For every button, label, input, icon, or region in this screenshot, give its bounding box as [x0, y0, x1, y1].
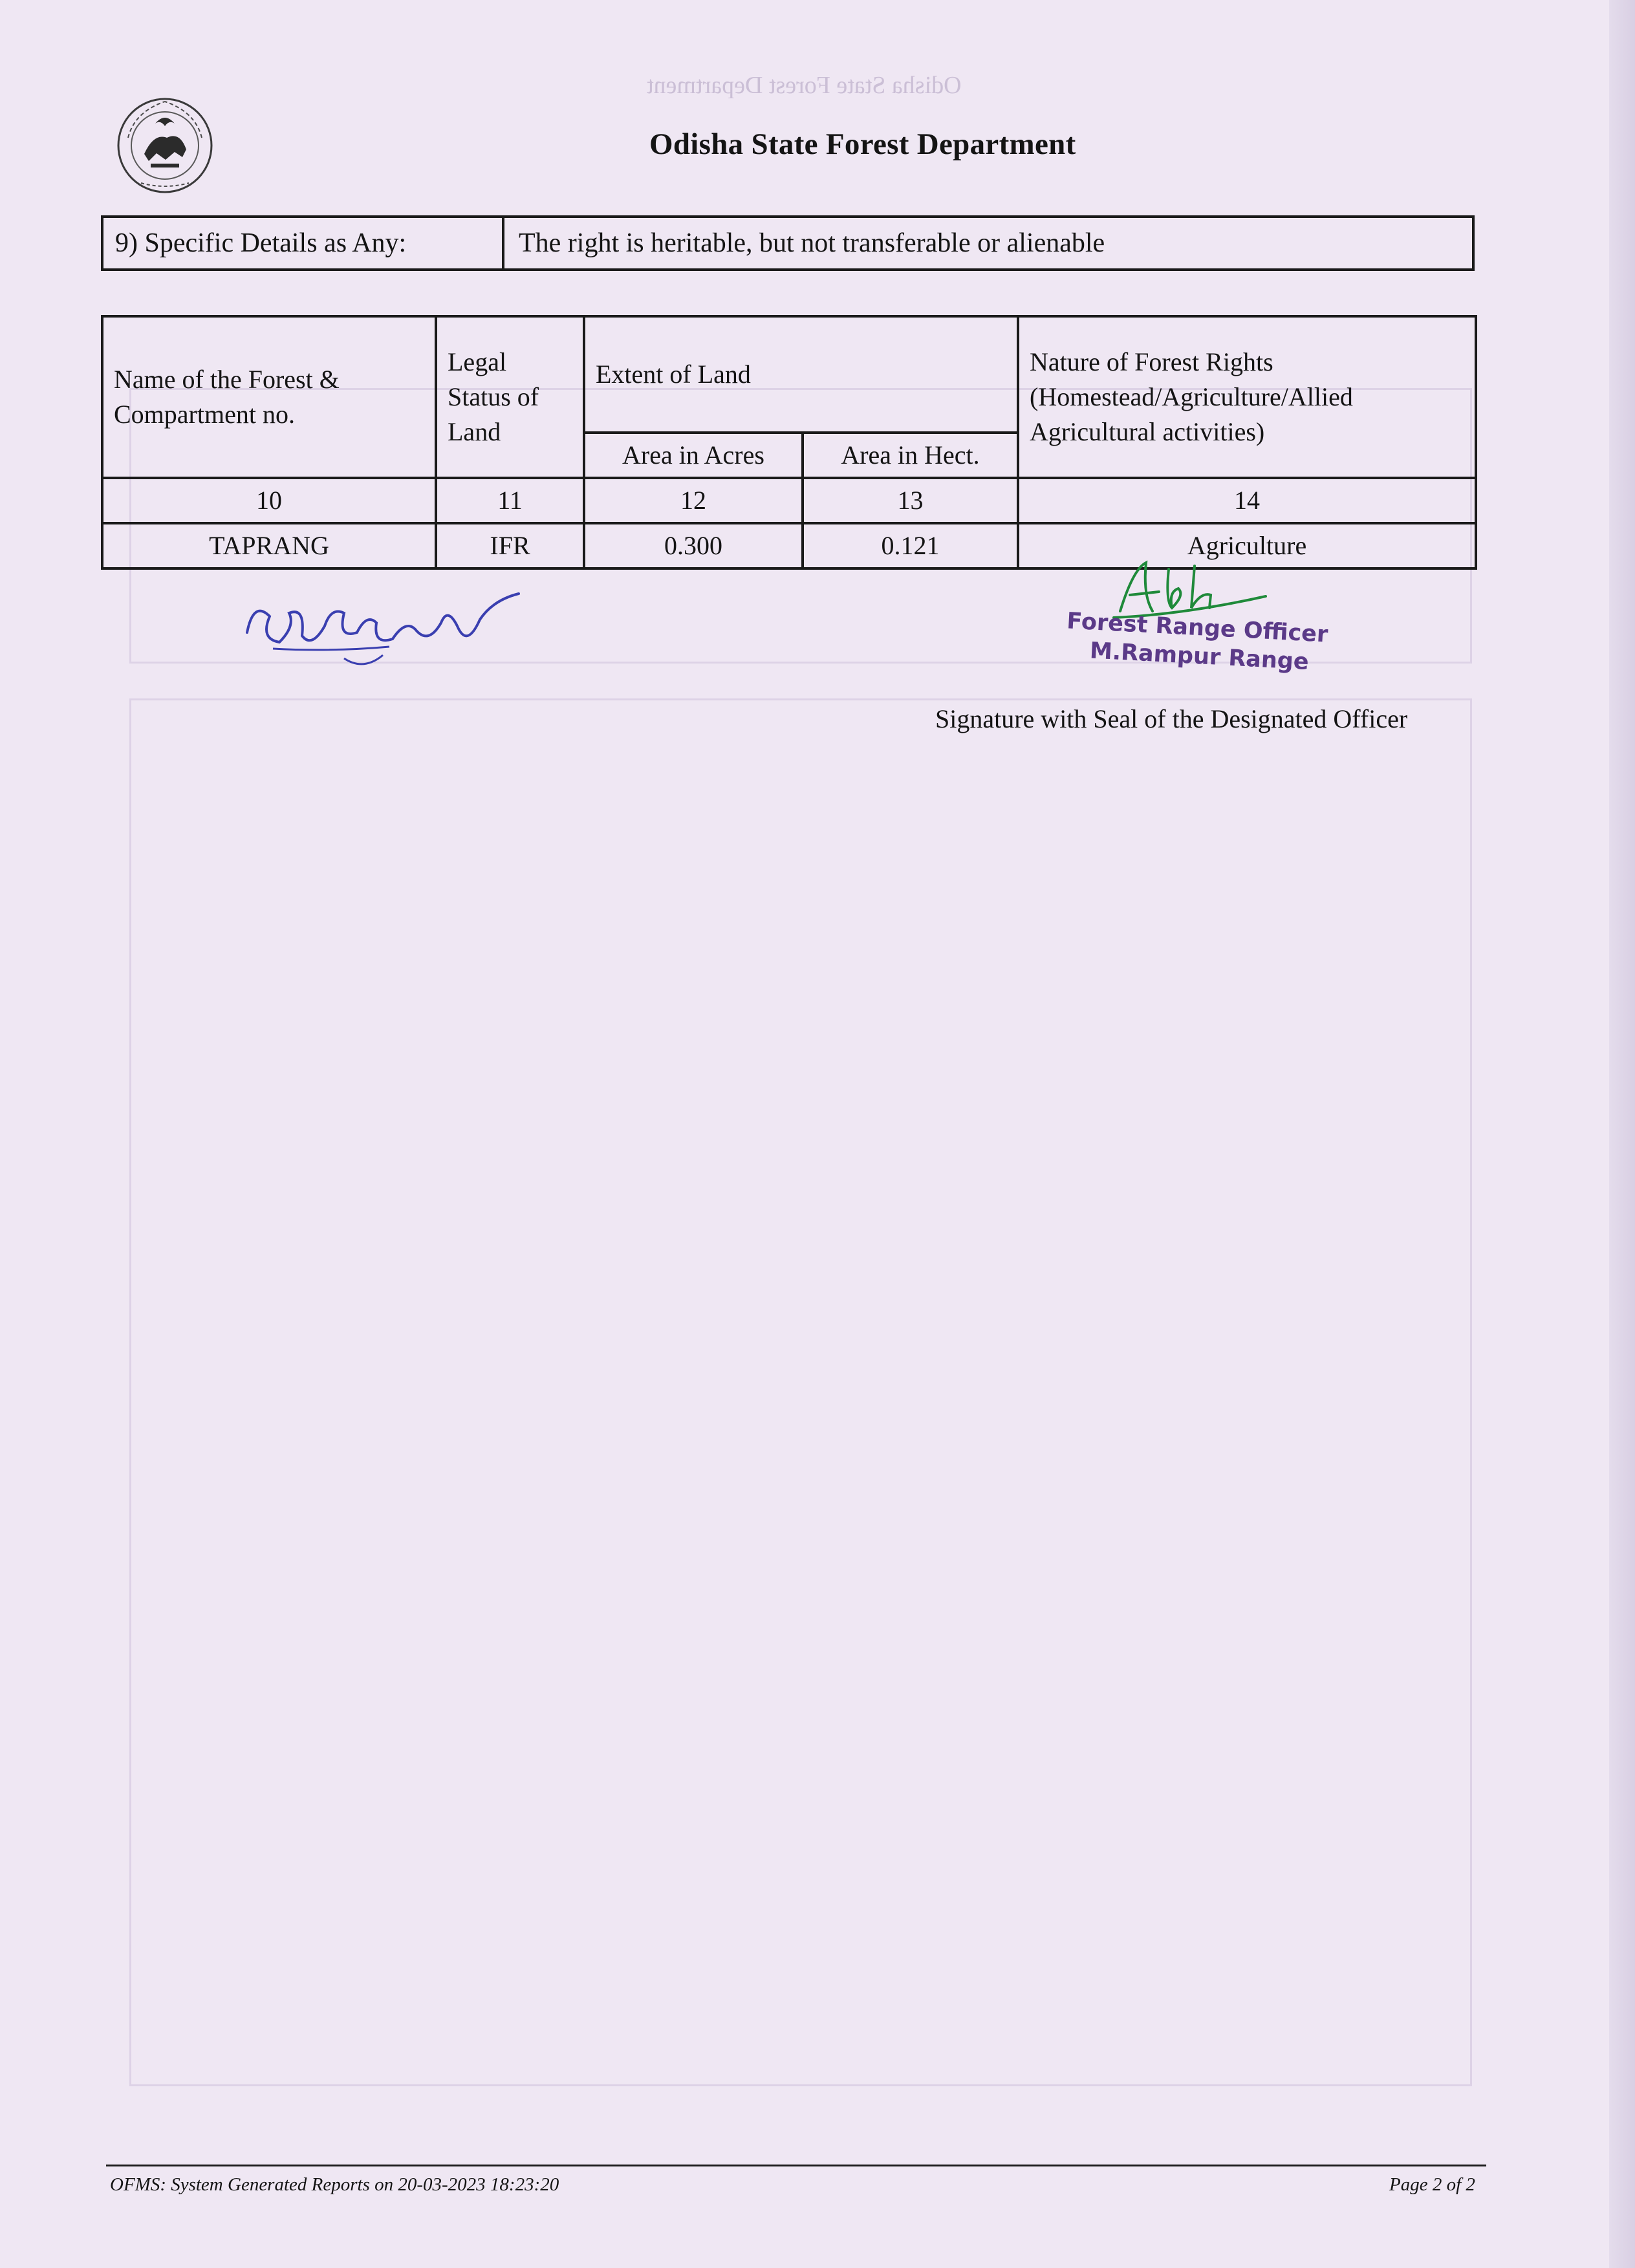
- odisha-emblem-icon: [115, 92, 215, 196]
- signature-caption: Signature with Seal of the Designated Officer: [935, 704, 1408, 733]
- footer-generated-info: OFMS: System Generated Reports on 20-03-2023 18:23:20: [110, 2174, 559, 2195]
- specific-details-label: 9) Specific Details as Any:: [103, 218, 504, 268]
- column-number-row: [102, 478, 1476, 523]
- bleed-through-text: Odisha State Forest Department: [647, 72, 962, 99]
- header-forest-name: Name of the Forest & Compartment no.: [102, 316, 436, 478]
- bleed-through-box: [129, 698, 1472, 2086]
- stamp-line-2: M.Rampur Range: [1089, 638, 1310, 675]
- column-number: 13: [803, 478, 1018, 523]
- cell-area-acres: 0.300: [584, 523, 803, 568]
- table-header-row: [102, 316, 1476, 433]
- footer-page-number: Page 2 of 2: [1389, 2174, 1475, 2195]
- header-nature-of-rights: Nature of Forest Rights (Homestead/Agriculture/Allied Agricultural activities): [1018, 316, 1476, 478]
- paper-edge: [1609, 0, 1635, 2268]
- header-area-hect: Area in Hect.: [803, 433, 1018, 478]
- column-number: 11: [436, 478, 584, 523]
- header-extent-of-land: Extent of Land: [584, 316, 1018, 433]
- column-number: 14: [1018, 478, 1476, 523]
- page-title: Odisha State Forest Department: [649, 127, 1076, 161]
- cell-nature: Agriculture: [1018, 523, 1476, 568]
- specific-details-value: The right is heritable, but not transferable or alienable: [519, 228, 1105, 258]
- cell-forest-name: TAPRANG: [102, 523, 436, 568]
- stamp-line-1: Forest Range Officer: [1066, 608, 1329, 648]
- cell-area-hect: 0.121: [803, 523, 1018, 568]
- forest-land-table: [101, 315, 1477, 570]
- footer-divider: [106, 2165, 1486, 2166]
- specific-details-row: [101, 215, 1475, 271]
- header-legal-status: Legal Status of Land: [436, 316, 584, 478]
- column-number: 10: [102, 478, 436, 523]
- handwritten-signature: [234, 587, 538, 678]
- column-number: 12: [584, 478, 803, 523]
- cell-legal-status: IFR: [436, 523, 584, 568]
- header-area-acres: Area in Acres: [584, 433, 803, 478]
